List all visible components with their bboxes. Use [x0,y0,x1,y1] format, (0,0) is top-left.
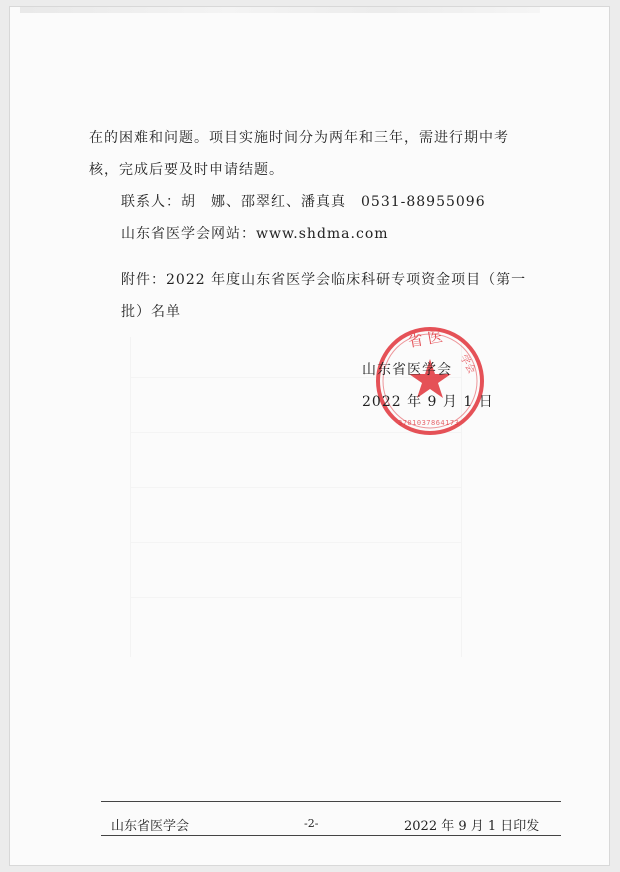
attachment-line-2: 批）名单 [121,304,181,320]
contact-line: 联系人：胡 娜、邵翠红、潘真真 0531-88955096 [121,194,486,210]
scan-artifact-top [20,7,540,13]
seal-right-text: 学会 [457,353,477,376]
document-page [9,6,610,866]
signature-date: 2022 年 9 月 1 日 [362,394,494,410]
website-line: 山东省医学会网站：www.shdma.com [121,226,389,242]
footer-rule-top [101,801,561,802]
attachment-line-1: 附件：2022 年度山东省医学会临床科研专项资金项目（第一 [121,272,527,288]
signature-org: 山东省医学会 [362,362,452,378]
official-seal-stamp [364,325,492,443]
seal-serial-number: 3701037864173 [398,419,460,427]
footer-issue-date: 2022 年 9 月 1 日印发 [404,819,540,834]
footer-rule-bottom [101,835,561,836]
seal-top-text: 省 医 [406,327,444,351]
footer-issuer: 山东省医学会 [111,819,190,834]
body-line-2: 核，完成后要及时申请结题。 [89,162,284,178]
footer-page-number: -2- [304,817,319,830]
body-line-1: 在的困难和问题。项目实施时间分为两年和三年，需进行期中考 [89,130,509,146]
